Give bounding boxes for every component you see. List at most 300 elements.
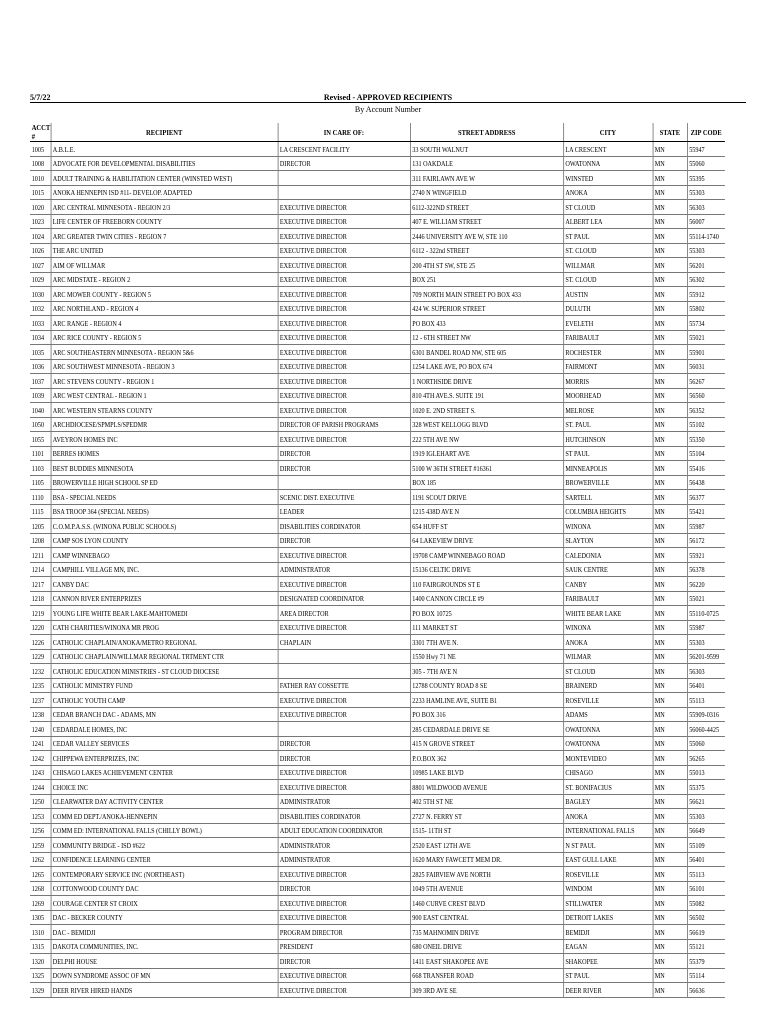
recipient-cell: DAC - BECKER COUNTY bbox=[51, 910, 278, 925]
state-cell: MN bbox=[653, 881, 687, 896]
street-address-cell: 2233 HAMLINE AVE, SUITE B1 bbox=[410, 693, 563, 708]
recipient-cell: COMM ED: INTERNATIONAL FALLS (CHILLY BOWL) bbox=[51, 823, 278, 838]
in-care-of-cell: DIRECTOR bbox=[278, 446, 410, 461]
column-header-city: CITY bbox=[563, 123, 652, 142]
in-care-of-cell: EXECUTIVE DIRECTOR bbox=[278, 867, 410, 882]
table-row bbox=[30, 548, 725, 563]
recipient-cell: CHIPPEWA ENTERPRIZES, INC bbox=[51, 751, 278, 766]
recipient-cell: ARC SOUTHEASTERN MINNESOTA - REGION 5&6 bbox=[51, 345, 278, 360]
acct-cell: 1050 bbox=[30, 417, 51, 432]
state-cell: MN bbox=[653, 838, 687, 853]
street-address-cell: 402 5TH ST NE bbox=[410, 794, 563, 809]
table-row bbox=[30, 838, 725, 853]
zip-code-cell: 55082 bbox=[687, 896, 725, 911]
state-cell: MN bbox=[653, 635, 687, 650]
table-row bbox=[30, 881, 725, 896]
table-row bbox=[30, 852, 725, 867]
acct-cell: 1315 bbox=[30, 939, 51, 954]
in-care-of-cell: DIRECTOR bbox=[278, 461, 410, 476]
street-address-cell: 1020 E. 2ND STREET S. bbox=[410, 403, 563, 418]
column-header-street-address: STREET ADDRESS bbox=[410, 123, 563, 142]
state-cell: MN bbox=[653, 142, 687, 157]
zip-code-cell: 55060 bbox=[687, 156, 725, 171]
city-cell: WILMAR bbox=[563, 649, 652, 664]
zip-code-cell: 56303 bbox=[687, 664, 725, 679]
city-cell: ANOKA bbox=[563, 635, 652, 650]
in-care-of-cell: EXECUTIVE DIRECTOR bbox=[278, 316, 410, 331]
state-cell: MN bbox=[653, 330, 687, 345]
acct-cell: 1305 bbox=[30, 910, 51, 925]
zip-code-cell: 56636 bbox=[687, 983, 725, 998]
city-cell: LA CRESCENT bbox=[563, 142, 652, 157]
zip-code-cell: 56172 bbox=[687, 533, 725, 548]
table-row bbox=[30, 229, 725, 244]
zip-code-cell: 56377 bbox=[687, 490, 725, 505]
acct-cell: 1238 bbox=[30, 707, 51, 722]
acct-cell: 1244 bbox=[30, 780, 51, 795]
state-cell: MN bbox=[653, 562, 687, 577]
street-address-cell: 1550 Hwy 71 NE bbox=[410, 649, 563, 664]
zip-code-cell: 55395 bbox=[687, 171, 725, 186]
city-cell: ST PAUL bbox=[563, 968, 652, 983]
column-header-acct: ACCT # bbox=[31, 123, 51, 141]
street-address-cell: 2446 UNIVERSITY AVE W, STE 110 bbox=[410, 229, 563, 244]
state-cell: MN bbox=[653, 432, 687, 447]
street-address-cell: 1515- 11TH ST bbox=[410, 823, 563, 838]
in-care-of-cell: DIRECTOR bbox=[278, 881, 410, 896]
in-care-of-cell: EXECUTIVE DIRECTOR bbox=[278, 287, 410, 302]
street-address-cell: 2727 N. FERRY ST bbox=[410, 809, 563, 824]
table-row bbox=[30, 939, 725, 954]
recipient-cell: CAMPHILL VILLAGE MN, INC. bbox=[51, 562, 278, 577]
street-address-cell: 900 EAST CENTRAL bbox=[410, 910, 563, 925]
state-cell: MN bbox=[653, 939, 687, 954]
state-cell: MN bbox=[653, 693, 687, 708]
city-cell: ANOKA bbox=[563, 185, 652, 200]
state-cell: MN bbox=[653, 765, 687, 780]
zip-code-cell: 55802 bbox=[687, 301, 725, 316]
street-address-cell: 285 CEDARDALE DRIVE SE bbox=[410, 722, 563, 737]
zip-code-cell: 55109 bbox=[687, 838, 725, 853]
street-address-cell: 328 WEST KELLOGG BLVD bbox=[410, 417, 563, 432]
street-address-cell: 311 FAIRLAWN AVE W bbox=[410, 171, 563, 186]
acct-cell: 1235 bbox=[30, 678, 51, 693]
city-cell: ALBERT LEA bbox=[563, 214, 652, 229]
street-address-cell: 2740 N WINGFIELD bbox=[410, 185, 563, 200]
city-cell: ST CLOUD bbox=[563, 200, 652, 215]
recipient-cell: BSA TROOP 364 (SPECIAL NEEDS) bbox=[51, 504, 278, 519]
street-address-cell: 222 5TH AVE NW bbox=[410, 432, 563, 447]
street-address-cell: 415 N GROVE STREET bbox=[410, 736, 563, 751]
zip-code-cell: 55060 bbox=[687, 736, 725, 751]
acct-cell: 1040 bbox=[30, 403, 51, 418]
street-address-cell: 2520 EAST 12TH AVE bbox=[410, 838, 563, 853]
city-cell: BROWERVILLE bbox=[563, 475, 652, 490]
city-cell: ST CLOUD bbox=[563, 664, 652, 679]
recipient-cell: CONFIDENCE LEARNING CENTER bbox=[51, 852, 278, 867]
in-care-of-cell: DIRECTOR bbox=[278, 954, 410, 969]
zip-code-cell: 55901 bbox=[687, 345, 725, 360]
header-divider bbox=[30, 102, 746, 103]
recipient-cell: CATHOLIC YOUTH CAMP bbox=[51, 693, 278, 708]
in-care-of-cell: EXECUTIVE DIRECTOR bbox=[278, 258, 410, 273]
state-cell: MN bbox=[653, 243, 687, 258]
acct-cell: 1219 bbox=[30, 606, 51, 621]
table-row bbox=[30, 664, 725, 679]
table-row bbox=[30, 258, 725, 273]
in-care-of-cell bbox=[278, 649, 410, 664]
recipient-cell: ARC RICE COUNTY - REGION 5 bbox=[51, 330, 278, 345]
table-row bbox=[30, 823, 725, 838]
street-address-cell: 309 3RD AVE SE bbox=[410, 983, 563, 998]
street-address-cell: 407 E. WILLIAM STREET bbox=[410, 214, 563, 229]
in-care-of-cell: PROGRAM DIRECTOR bbox=[278, 925, 410, 940]
in-care-of-cell: DESIGNATED COORDINATOR bbox=[278, 591, 410, 606]
zip-code-cell: 56649 bbox=[687, 823, 725, 838]
street-address-cell: P.O.BOX 362 bbox=[410, 751, 563, 766]
city-cell: ROSEVILLE bbox=[563, 693, 652, 708]
zip-code-cell: 56031 bbox=[687, 359, 725, 374]
state-cell: MN bbox=[653, 403, 687, 418]
in-care-of-cell bbox=[278, 664, 410, 679]
street-address-cell: 1 NORTHSIDE DRIVE bbox=[410, 374, 563, 389]
recipient-cell: ARC WESTERN STEARNS COUNTY bbox=[51, 403, 278, 418]
in-care-of-cell: DISABILITIES CORDINATOR bbox=[278, 519, 410, 534]
acct-cell: 1268 bbox=[30, 881, 51, 896]
recipient-cell: COURAGE CENTER ST CROIX bbox=[51, 896, 278, 911]
in-care-of-cell: EXECUTIVE DIRECTOR bbox=[278, 345, 410, 360]
state-cell: MN bbox=[653, 301, 687, 316]
recipient-cell: BSA - SPECIAL NEEDS bbox=[51, 490, 278, 505]
acct-cell: 1240 bbox=[30, 722, 51, 737]
recipient-cell: ARC SOUTHWEST MINNESOTA - REGION 3 bbox=[51, 359, 278, 374]
city-cell: WINSTED bbox=[563, 171, 652, 186]
in-care-of-cell: DIRECTOR bbox=[278, 533, 410, 548]
acct-cell: 1242 bbox=[30, 751, 51, 766]
in-care-of-cell: EXECUTIVE DIRECTOR bbox=[278, 388, 410, 403]
state-cell: MN bbox=[653, 374, 687, 389]
in-care-of-cell bbox=[278, 185, 410, 200]
recipient-cell: ARC STEVENS COUNTY - REGION 1 bbox=[51, 374, 278, 389]
table-row bbox=[30, 780, 725, 795]
street-address-cell: 735 MAHNOMIN DRIVE bbox=[410, 925, 563, 940]
recipient-cell: BEST BUDDIES MINNESOTA bbox=[51, 461, 278, 476]
recipient-cell: ARC MIDSTATE - REGION 2 bbox=[51, 272, 278, 287]
zip-code-cell: 55379 bbox=[687, 954, 725, 969]
city-cell: SLAYTON bbox=[563, 533, 652, 548]
acct-cell: 1027 bbox=[30, 258, 51, 273]
state-cell: MN bbox=[653, 359, 687, 374]
zip-code-cell: 56378 bbox=[687, 562, 725, 577]
acct-cell: 1253 bbox=[30, 809, 51, 824]
recipient-cell: LIFE CENTER OF FREEBORN COUNTY bbox=[51, 214, 278, 229]
city-cell: CANBY bbox=[563, 577, 652, 592]
city-cell: FAIRMONT bbox=[563, 359, 652, 374]
table-row bbox=[30, 272, 725, 287]
table-row bbox=[30, 577, 725, 592]
column-header-state: STATE bbox=[653, 123, 687, 142]
city-cell: OWATONNA bbox=[563, 736, 652, 751]
city-cell: EAGAN bbox=[563, 939, 652, 954]
table-row bbox=[30, 707, 725, 722]
zip-code-cell: 56267 bbox=[687, 374, 725, 389]
state-cell: MN bbox=[653, 461, 687, 476]
state-cell: MN bbox=[653, 852, 687, 867]
zip-code-cell: 55303 bbox=[687, 635, 725, 650]
zip-code-cell: 55303 bbox=[687, 243, 725, 258]
zip-code-cell: 56621 bbox=[687, 794, 725, 809]
recipient-cell: THE ARC UNITED bbox=[51, 243, 278, 258]
zip-code-cell: 55104 bbox=[687, 446, 725, 461]
in-care-of-cell: EXECUTIVE DIRECTOR bbox=[278, 968, 410, 983]
table-row bbox=[30, 388, 725, 403]
city-cell: WINDOM bbox=[563, 881, 652, 896]
in-care-of-cell: EXECUTIVE DIRECTOR bbox=[278, 910, 410, 925]
zip-code-cell: 56401 bbox=[687, 852, 725, 867]
in-care-of-cell: EXECUTIVE DIRECTOR bbox=[278, 374, 410, 389]
in-care-of-cell: EXECUTIVE DIRECTOR bbox=[278, 693, 410, 708]
table-row bbox=[30, 693, 725, 708]
recipient-cell: YOUNG LIFE WHITE BEAR LAKE-MAHTOMEDI bbox=[51, 606, 278, 621]
state-cell: MN bbox=[653, 954, 687, 969]
in-care-of-cell: ADMINISTRATOR bbox=[278, 852, 410, 867]
street-address-cell: 1191 SCOUT DRIVE bbox=[410, 490, 563, 505]
city-cell: CHISAGO bbox=[563, 765, 652, 780]
state-cell: MN bbox=[653, 171, 687, 186]
in-care-of-cell bbox=[278, 475, 410, 490]
acct-cell: 1110 bbox=[30, 490, 51, 505]
state-cell: MN bbox=[653, 649, 687, 664]
street-address-cell: 6112-322ND STREET bbox=[410, 200, 563, 215]
state-cell: MN bbox=[653, 606, 687, 621]
in-care-of-cell: EXECUTIVE DIRECTOR bbox=[278, 330, 410, 345]
street-address-cell: 6112 - 322nd STREET bbox=[410, 243, 563, 258]
table-row bbox=[30, 504, 725, 519]
recipient-cell: ARC CENTRAL MINNESOTA - REGION 2/3 bbox=[51, 200, 278, 215]
recipient-cell: AIM OF WILLMAR bbox=[51, 258, 278, 273]
table-row bbox=[30, 896, 725, 911]
in-care-of-cell: EXECUTIVE DIRECTOR bbox=[278, 765, 410, 780]
recipient-cell: ADVOCATE FOR DEVELOPMENTAL DISABILITIES bbox=[51, 156, 278, 171]
acct-cell: 1029 bbox=[30, 272, 51, 287]
table-row bbox=[30, 722, 725, 737]
street-address-cell: 709 NORTH MAIN STREET PO BOX 433 bbox=[410, 287, 563, 302]
in-care-of-cell: EXECUTIVE DIRECTOR bbox=[278, 403, 410, 418]
table-row bbox=[30, 867, 725, 882]
street-address-cell: 8801 WILDWOOD AVENUE bbox=[410, 780, 563, 795]
table-row bbox=[30, 678, 725, 693]
state-cell: MN bbox=[653, 925, 687, 940]
street-address-cell: 5100 W 36TH STREET #16361 bbox=[410, 461, 563, 476]
state-cell: MN bbox=[653, 185, 687, 200]
acct-cell: 1232 bbox=[30, 664, 51, 679]
acct-cell: 1055 bbox=[30, 432, 51, 447]
recipient-cell: ANOKA HENNEPIN ISD #11- DEVELOP. ADAPTED bbox=[51, 185, 278, 200]
recipient-cell: ARCHDIOCESE/SPMPLS/SPEDMR bbox=[51, 417, 278, 432]
recipient-cell: ARC WEST CENTRAL - REGION 1 bbox=[51, 388, 278, 403]
recipient-cell: C.O.M.P.A.S.S. (WINONA PUBLIC SCHOOLS) bbox=[51, 519, 278, 534]
street-address-cell: 110 FAIRGROUNDS ST E bbox=[410, 577, 563, 592]
in-care-of-cell: EXECUTIVE DIRECTOR bbox=[278, 301, 410, 316]
city-cell: WINONA bbox=[563, 620, 652, 635]
recipient-cell: CLEARWATER DAY ACTIVITY CENTER bbox=[51, 794, 278, 809]
recipient-cell: CHISAGO LAKES ACHIEVEMENT CENTER bbox=[51, 765, 278, 780]
table-row bbox=[30, 185, 725, 200]
recipient-cell: DOWN SYNDROME ASSOC OF MN bbox=[51, 968, 278, 983]
city-cell: DULUTH bbox=[563, 301, 652, 316]
acct-cell: 1310 bbox=[30, 925, 51, 940]
table-row bbox=[30, 809, 725, 824]
city-cell: SAUK CENTRE bbox=[563, 562, 652, 577]
in-care-of-cell bbox=[278, 722, 410, 737]
zip-code-cell: 55114 bbox=[687, 968, 725, 983]
street-address-cell: PO BOX 433 bbox=[410, 316, 563, 331]
state-cell: MN bbox=[653, 504, 687, 519]
acct-cell: 1103 bbox=[30, 461, 51, 476]
acct-cell: 1115 bbox=[30, 504, 51, 519]
city-cell: BRAINERD bbox=[563, 678, 652, 693]
city-cell: CALEDONIA bbox=[563, 548, 652, 563]
zip-code-cell: 55416 bbox=[687, 461, 725, 476]
acct-cell: 1015 bbox=[30, 185, 51, 200]
in-care-of-cell: DIRECTOR bbox=[278, 751, 410, 766]
in-care-of-cell: EXECUTIVE DIRECTOR bbox=[278, 272, 410, 287]
recipient-cell: ADULT TRAINING & HABILITATION CENTER (WINSTED WEST) bbox=[51, 171, 278, 186]
zip-code-cell: 56060-4425 bbox=[687, 722, 725, 737]
in-care-of-cell: LA CRESCENT FACILITY bbox=[278, 142, 410, 157]
street-address-cell: 654 HUFF ST bbox=[410, 519, 563, 534]
table-row bbox=[30, 243, 725, 258]
table-row bbox=[30, 446, 725, 461]
recipient-cell: CANNON RIVER ENTERPRIZES bbox=[51, 591, 278, 606]
table-row bbox=[30, 983, 725, 998]
zip-code-cell: 56007 bbox=[687, 214, 725, 229]
table-row bbox=[30, 475, 725, 490]
table-row bbox=[30, 910, 725, 925]
document-sheet bbox=[30, 93, 746, 998]
in-care-of-cell: EXECUTIVE DIRECTOR bbox=[278, 780, 410, 795]
zip-code-cell: 56201-9599 bbox=[687, 649, 725, 664]
in-care-of-cell: EXECUTIVE DIRECTOR bbox=[278, 620, 410, 635]
acct-cell: 1037 bbox=[30, 374, 51, 389]
zip-code-cell: 55303 bbox=[687, 185, 725, 200]
acct-cell: 1320 bbox=[30, 954, 51, 969]
acct-cell: 1325 bbox=[30, 968, 51, 983]
acct-cell: 1237 bbox=[30, 693, 51, 708]
zip-code-cell: 55102 bbox=[687, 417, 725, 432]
recipient-cell: CEDAR VALLEY SERVICES bbox=[51, 736, 278, 751]
state-cell: MN bbox=[653, 707, 687, 722]
zip-code-cell: 55114-1740 bbox=[687, 229, 725, 244]
recipient-cell: CEDARDALE HOMES, INC bbox=[51, 722, 278, 737]
acct-cell: 1262 bbox=[30, 852, 51, 867]
city-cell: WILLMAR bbox=[563, 258, 652, 273]
street-address-cell: BOX 251 bbox=[410, 272, 563, 287]
city-cell: ST. CLOUD bbox=[563, 243, 652, 258]
zip-code-cell: 56303 bbox=[687, 200, 725, 215]
street-address-cell: BOX 185 bbox=[410, 475, 563, 490]
table-row bbox=[30, 533, 725, 548]
street-address-cell: 1620 MARY FAWCETT MEM DR. bbox=[410, 852, 563, 867]
city-cell: BEMIDJI bbox=[563, 925, 652, 940]
in-care-of-cell: DIRECTOR bbox=[278, 736, 410, 751]
acct-cell: 1030 bbox=[30, 287, 51, 302]
recipient-cell: CATHOLIC EDUCATION MINISTRIES - ST CLOUD DIOCESE bbox=[51, 664, 278, 679]
street-address-cell: 668 TRANSFER ROAD bbox=[410, 968, 563, 983]
state-cell: MN bbox=[653, 591, 687, 606]
table-row bbox=[30, 519, 725, 534]
city-cell: MONTEVIDEO bbox=[563, 751, 652, 766]
acct-cell: 1211 bbox=[30, 548, 51, 563]
acct-cell: 1039 bbox=[30, 388, 51, 403]
table-row bbox=[30, 490, 725, 505]
in-care-of-cell: LEADER bbox=[278, 504, 410, 519]
state-cell: MN bbox=[653, 446, 687, 461]
zip-code-cell: 55350 bbox=[687, 432, 725, 447]
table-row bbox=[30, 301, 725, 316]
acct-cell: 1020 bbox=[30, 200, 51, 215]
table-row bbox=[30, 765, 725, 780]
state-cell: MN bbox=[653, 519, 687, 534]
recipient-cell: DEER RIVER HIRED HANDS bbox=[51, 983, 278, 998]
zip-code-cell: 56201 bbox=[687, 258, 725, 273]
state-cell: MN bbox=[653, 287, 687, 302]
acct-cell: 1026 bbox=[30, 243, 51, 258]
in-care-of-cell: ADMINISTRATOR bbox=[278, 838, 410, 853]
city-cell: WHITE BEAR LAKE bbox=[563, 606, 652, 621]
state-cell: MN bbox=[653, 214, 687, 229]
city-cell: HUTCHINSON bbox=[563, 432, 652, 447]
recipient-cell: BROWERVILLE HIGH SCHOOL SP ED bbox=[51, 475, 278, 490]
in-care-of-cell: EXECUTIVE DIRECTOR bbox=[278, 432, 410, 447]
acct-cell: 1036 bbox=[30, 359, 51, 374]
in-care-of-cell: PRESIDENT bbox=[278, 939, 410, 954]
in-care-of-cell: EXECUTIVE DIRECTOR bbox=[278, 896, 410, 911]
acct-cell: 1250 bbox=[30, 794, 51, 809]
zip-code-cell: 56302 bbox=[687, 272, 725, 287]
table-row bbox=[30, 156, 725, 171]
street-address-cell: 12788 COUNTY ROAD 8 SE bbox=[410, 678, 563, 693]
zip-code-cell: 56560 bbox=[687, 388, 725, 403]
street-address-cell: 131 OAKDALE bbox=[410, 156, 563, 171]
table-row bbox=[30, 374, 725, 389]
table-row bbox=[30, 925, 725, 940]
column-header-in-care-of: IN CARE OF: bbox=[278, 123, 410, 142]
acct-cell: 1259 bbox=[30, 838, 51, 853]
city-cell: MOORHEAD bbox=[563, 388, 652, 403]
recipient-cell: CAMP WINNEBAGO bbox=[51, 548, 278, 563]
state-cell: MN bbox=[653, 577, 687, 592]
city-cell: SARTELL bbox=[563, 490, 652, 505]
street-address-cell: 6301 BANDEL ROAD NW, STE 605 bbox=[410, 345, 563, 360]
acct-cell: 1205 bbox=[30, 519, 51, 534]
print-date: 5/7/22 bbox=[30, 93, 51, 102]
city-cell: MORRIS bbox=[563, 374, 652, 389]
table-row bbox=[30, 461, 725, 476]
state-cell: MN bbox=[653, 809, 687, 824]
street-address-cell: 305 - 7TH AVE N bbox=[410, 664, 563, 679]
city-cell: DEER RIVER bbox=[563, 983, 652, 998]
state-cell: MN bbox=[653, 794, 687, 809]
city-cell: ST PAUL bbox=[563, 446, 652, 461]
acct-cell: 1023 bbox=[30, 214, 51, 229]
in-care-of-cell: EXECUTIVE DIRECTOR bbox=[278, 243, 410, 258]
recipient-cell: COMMUNITY BRIDGE - ISD #622 bbox=[51, 838, 278, 853]
street-address-cell: 1460 CURVE CREST BLVD bbox=[410, 896, 563, 911]
state-cell: MN bbox=[653, 910, 687, 925]
state-cell: MN bbox=[653, 983, 687, 998]
table-row bbox=[30, 403, 725, 418]
